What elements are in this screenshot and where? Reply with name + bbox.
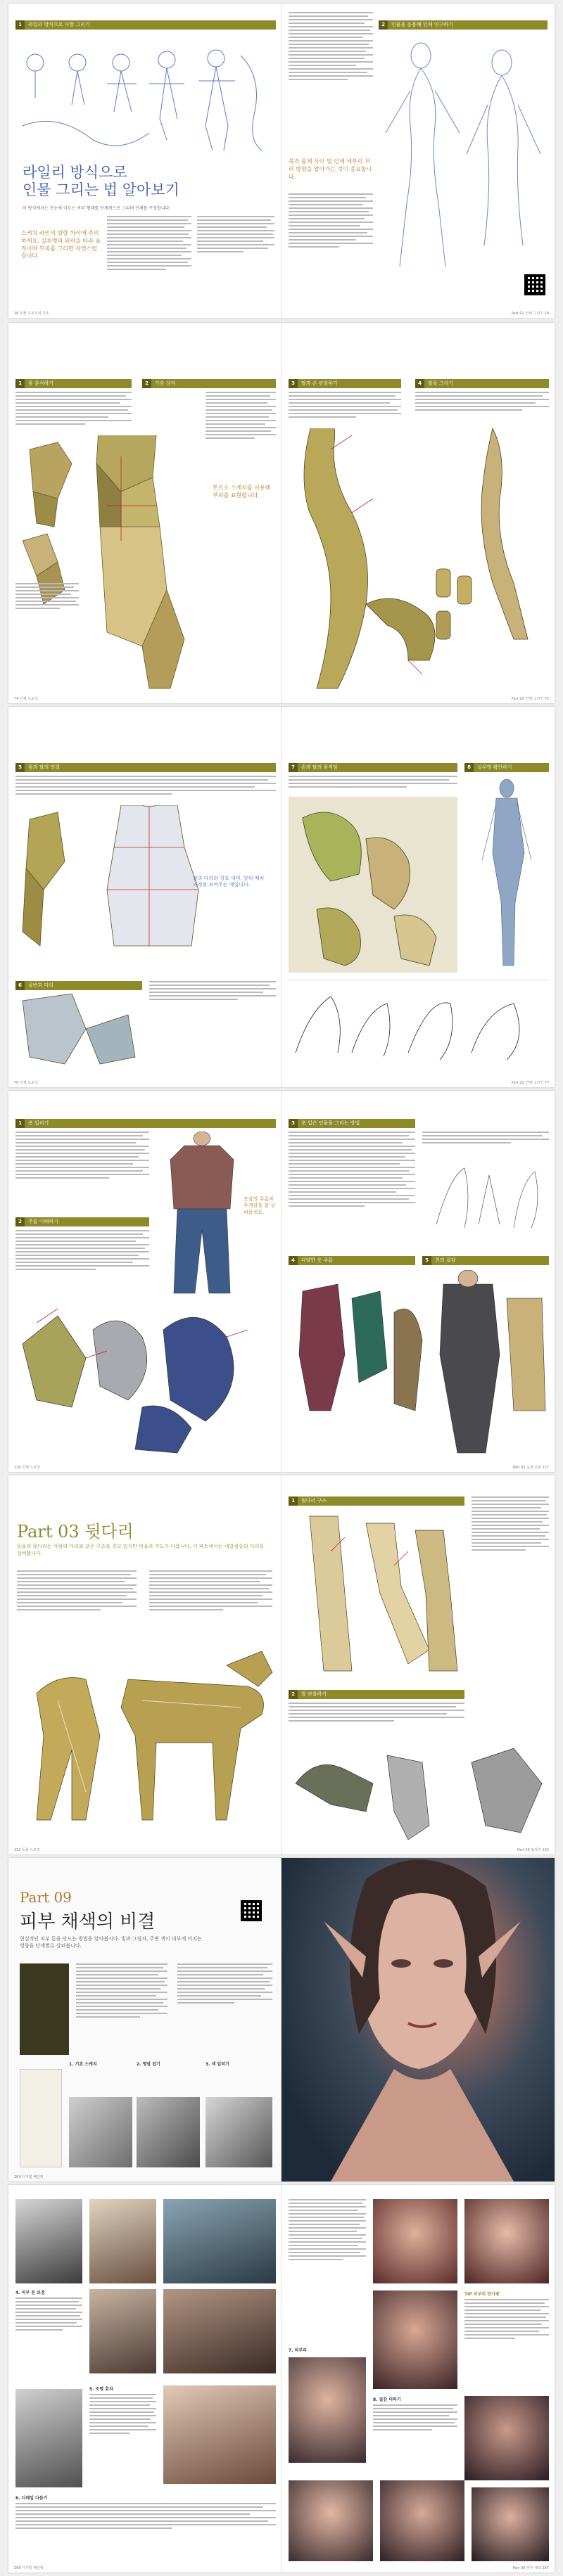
folio-right: Part 02 인체 그리기 77 <box>511 1081 549 1085</box>
section-header: 7 손과 팔의 움직임 <box>289 763 457 772</box>
section-header: 2 가슴 상자 <box>142 379 276 388</box>
step-image <box>15 2199 82 2283</box>
folio-right: Part 03 옷과 주름 127 <box>512 1466 549 1470</box>
back-muscle-diagram <box>15 805 276 974</box>
section-header: 8 실루엣 확인하기 <box>464 763 549 772</box>
figure-sketch-row <box>15 34 276 154</box>
section-header: 6 골반과 다리 <box>15 981 142 990</box>
caption-left: 스케치 라인의 방향 차이에 주의 하세요. 실루엣의 외곽을 따라 움직이며 부피를 그리면 자연스럽습니다. <box>21 230 101 259</box>
spread-1 <box>8 4 555 318</box>
section-header: 1 몸 분석하기 <box>15 379 132 388</box>
body-text <box>15 776 276 804</box>
step-heading: 1. 기본 스케치 <box>69 2062 97 2067</box>
folio-right: Part 09 피부 채색 267 <box>512 2566 549 2570</box>
body-text <box>373 2404 457 2468</box>
folio-left: 74 인체 드로잉 <box>14 697 38 701</box>
page-267 <box>282 2185 555 2572</box>
body-text <box>149 981 276 1023</box>
body-text <box>464 2299 549 2390</box>
page-subtitle: 이 방식에서는 모눈에 이르는 여러 형태를 단계적으로 그리며 인체를 구성합니다. <box>23 206 171 211</box>
page-126 <box>8 1091 282 1472</box>
step-image <box>163 2385 276 2484</box>
body-text <box>15 1132 149 1209</box>
hand-drawings <box>289 797 457 973</box>
part-label: Part 09 <box>20 1889 72 1906</box>
section-number: 1 <box>15 20 25 30</box>
gesture-sketches <box>289 982 549 1067</box>
section-header: 5 천의 질감 <box>422 1256 549 1265</box>
folio-left: 132 동물 드로잉 <box>14 1848 40 1852</box>
step-image <box>89 2289 156 2373</box>
pelvis-diagram <box>15 994 142 1071</box>
body-text <box>15 2298 82 2382</box>
page-29 <box>282 4 555 318</box>
spread-4 <box>8 1091 555 1472</box>
section-header: 2 주름 이해하기 <box>15 1217 149 1226</box>
step-image <box>472 2487 549 2561</box>
section-header: 2 발 관찰하기 <box>289 1690 464 1699</box>
page-28 <box>8 4 282 318</box>
page-133 <box>282 1475 555 1854</box>
caption: 옷감의 주름과 무게감을 잘 살펴보세요. <box>243 1196 276 1215</box>
body-text <box>15 583 79 646</box>
figure-study-drawing <box>379 34 548 302</box>
body-text <box>289 776 457 797</box>
section-header: 3 팔과 손 관찰하기 <box>289 379 401 388</box>
step-heading: 7. 마무리 <box>289 2348 307 2353</box>
tip-heading: TIP 피부의 반사광 <box>464 2292 500 2297</box>
part-intro: 동물의 뒷다리는 사람의 다리와 같은 구조를 갖고 있지만 비율과 각도가 다릅니다. 이 파트에서는 네발짐승의 다리를 살펴봅니다. <box>17 1544 265 1557</box>
step-image <box>89 2199 156 2283</box>
step-image <box>464 2396 549 2480</box>
body-text <box>415 392 549 427</box>
folio-right: Part 02 인체 그리기 75 <box>511 697 549 701</box>
qr-code[interactable] <box>241 1900 262 1921</box>
part-title: 피부 채색의 비결 <box>20 1911 156 1933</box>
body-text <box>17 1570 137 1641</box>
caption: 팔과 다리의 상호 대비, 앞뒤 배치 과정을 보여주는 예입니다. <box>193 876 265 888</box>
spread-7 <box>8 2185 555 2572</box>
step-heading: 5. 조명 효과 <box>89 2387 113 2392</box>
page-74 <box>8 323 282 703</box>
page-76 <box>8 707 282 1087</box>
section-header: 1 뒷다리 구조 <box>289 1497 464 1506</box>
step-image <box>163 2289 276 2373</box>
step-heading: 3. 색 입히기 <box>205 2062 229 2067</box>
body-text <box>289 392 401 434</box>
leg-anatomy-drawings <box>289 1509 464 1685</box>
body-text <box>205 392 276 476</box>
caption-right: 목과 몸체 사이 및 인체 세부의 처리 방향을 알아가는 것이 중요합니다. <box>289 158 372 180</box>
section-header: 4 팔을 그리기 <box>415 379 549 388</box>
folio-left: 266 디지털 페인팅 <box>14 2566 44 2570</box>
step-image <box>69 2097 132 2167</box>
body-text <box>422 1132 549 1160</box>
spread-2 <box>8 323 555 703</box>
page-266 <box>8 2185 282 2572</box>
page-265-portrait <box>282 1858 555 2181</box>
sketch-thumbnail <box>20 2069 62 2167</box>
page-132 <box>8 1475 282 1854</box>
body-text <box>289 1132 415 1251</box>
folio-left: 28 인물 드로잉의 기초 <box>14 312 49 316</box>
spread-3 <box>8 707 555 1087</box>
section-header: 3 옷 입은 인물을 그리는 방법 <box>289 1119 415 1128</box>
folio-right: Part 03 뒷다리 133 <box>517 1848 549 1852</box>
fashion-figure-drawings <box>422 1161 549 1231</box>
section-header: 1 옷 입히기 <box>15 1119 276 1128</box>
step-image <box>163 2199 276 2283</box>
section-header: 4 다양한 옷 주름 <box>289 1256 415 1265</box>
body-text <box>15 1230 149 1300</box>
page-title: 라일리 방식으로 인물 그리는 법 알아보기 <box>23 164 179 199</box>
part-intro: 현실적인 피부 톤을 만드는 방법을 알아봅시다. 빛과 그림자, 주변 색이 피부에 미치는 영향을 단계별로 살펴봅니다. <box>20 1936 202 1949</box>
step-image <box>15 2389 82 2487</box>
body-text <box>289 1703 464 1738</box>
page-77 <box>282 707 555 1087</box>
body-text <box>15 2503 276 2559</box>
colored-figure-illustrations <box>289 1270 549 1460</box>
elf-portrait-painting <box>282 1858 555 2181</box>
step-heading: 4. 피부 톤 보정 <box>15 2290 45 2295</box>
section-header: 5 몸과 팔의 연결 <box>15 763 276 772</box>
body-text-column-2 <box>197 216 274 293</box>
foot-and-creature-drawings <box>289 1741 549 1847</box>
step-image <box>373 2199 457 2283</box>
folio-left: 126 인체 드로잉 <box>14 1466 40 1470</box>
step-image <box>373 2290 457 2389</box>
spread-5 <box>8 1475 555 1854</box>
page-264 <box>8 1858 282 2181</box>
body-text <box>472 1497 549 1637</box>
clothed-figure-illustration <box>163 1132 241 1300</box>
arm-rendering <box>289 428 549 696</box>
step-image <box>380 2480 464 2561</box>
folio-right: Part 01 인체 그리기 29 <box>511 312 549 316</box>
step-image <box>205 2097 272 2167</box>
torso-block-diagrams <box>15 435 205 696</box>
step-image <box>289 2357 366 2463</box>
part-heading: Part 03 뒷다리 <box>17 1522 134 1542</box>
section-header-right: 2 인물을 응용해 인체 연구하기 <box>379 20 548 30</box>
body-text <box>15 392 132 434</box>
page-75 <box>282 323 555 703</box>
sidebar-tip-box <box>20 1963 69 2055</box>
step-heading: 6. 디테일 다듬기 <box>15 2496 48 2501</box>
body-text <box>289 2199 366 2340</box>
step-heading: 2. 명암 잡기 <box>137 2062 160 2067</box>
folio-left: 76 인체 드로잉 <box>14 1081 38 1085</box>
step-image <box>289 2480 373 2561</box>
figure-silhouettes <box>464 776 549 973</box>
qr-code[interactable] <box>524 274 545 295</box>
page-127 <box>282 1091 555 1472</box>
folio-left: 264 디지털 페인팅 <box>14 2175 44 2179</box>
spread-6 <box>8 1858 555 2181</box>
body-text-column-1 <box>107 216 191 293</box>
step-image <box>464 2199 549 2283</box>
body-text <box>177 1963 272 2055</box>
body-text-column-r1 <box>289 12 373 153</box>
step-image <box>137 2097 200 2167</box>
body-text <box>149 1570 272 1641</box>
section-header: 1 라일리 방식으로 사람 그리기 <box>15 20 276 30</box>
animal-skeleton-diagram <box>15 1651 276 1841</box>
body-text <box>89 2394 156 2485</box>
caption: 토르소 스케치를 이용해 부피를 표현합니다. <box>213 485 271 499</box>
body-text <box>76 1963 167 2055</box>
step-heading: 8. 질감 더하기 <box>373 2397 401 2402</box>
drapery-diagrams <box>15 1302 276 1456</box>
body-text-column-r2 <box>289 193 373 299</box>
